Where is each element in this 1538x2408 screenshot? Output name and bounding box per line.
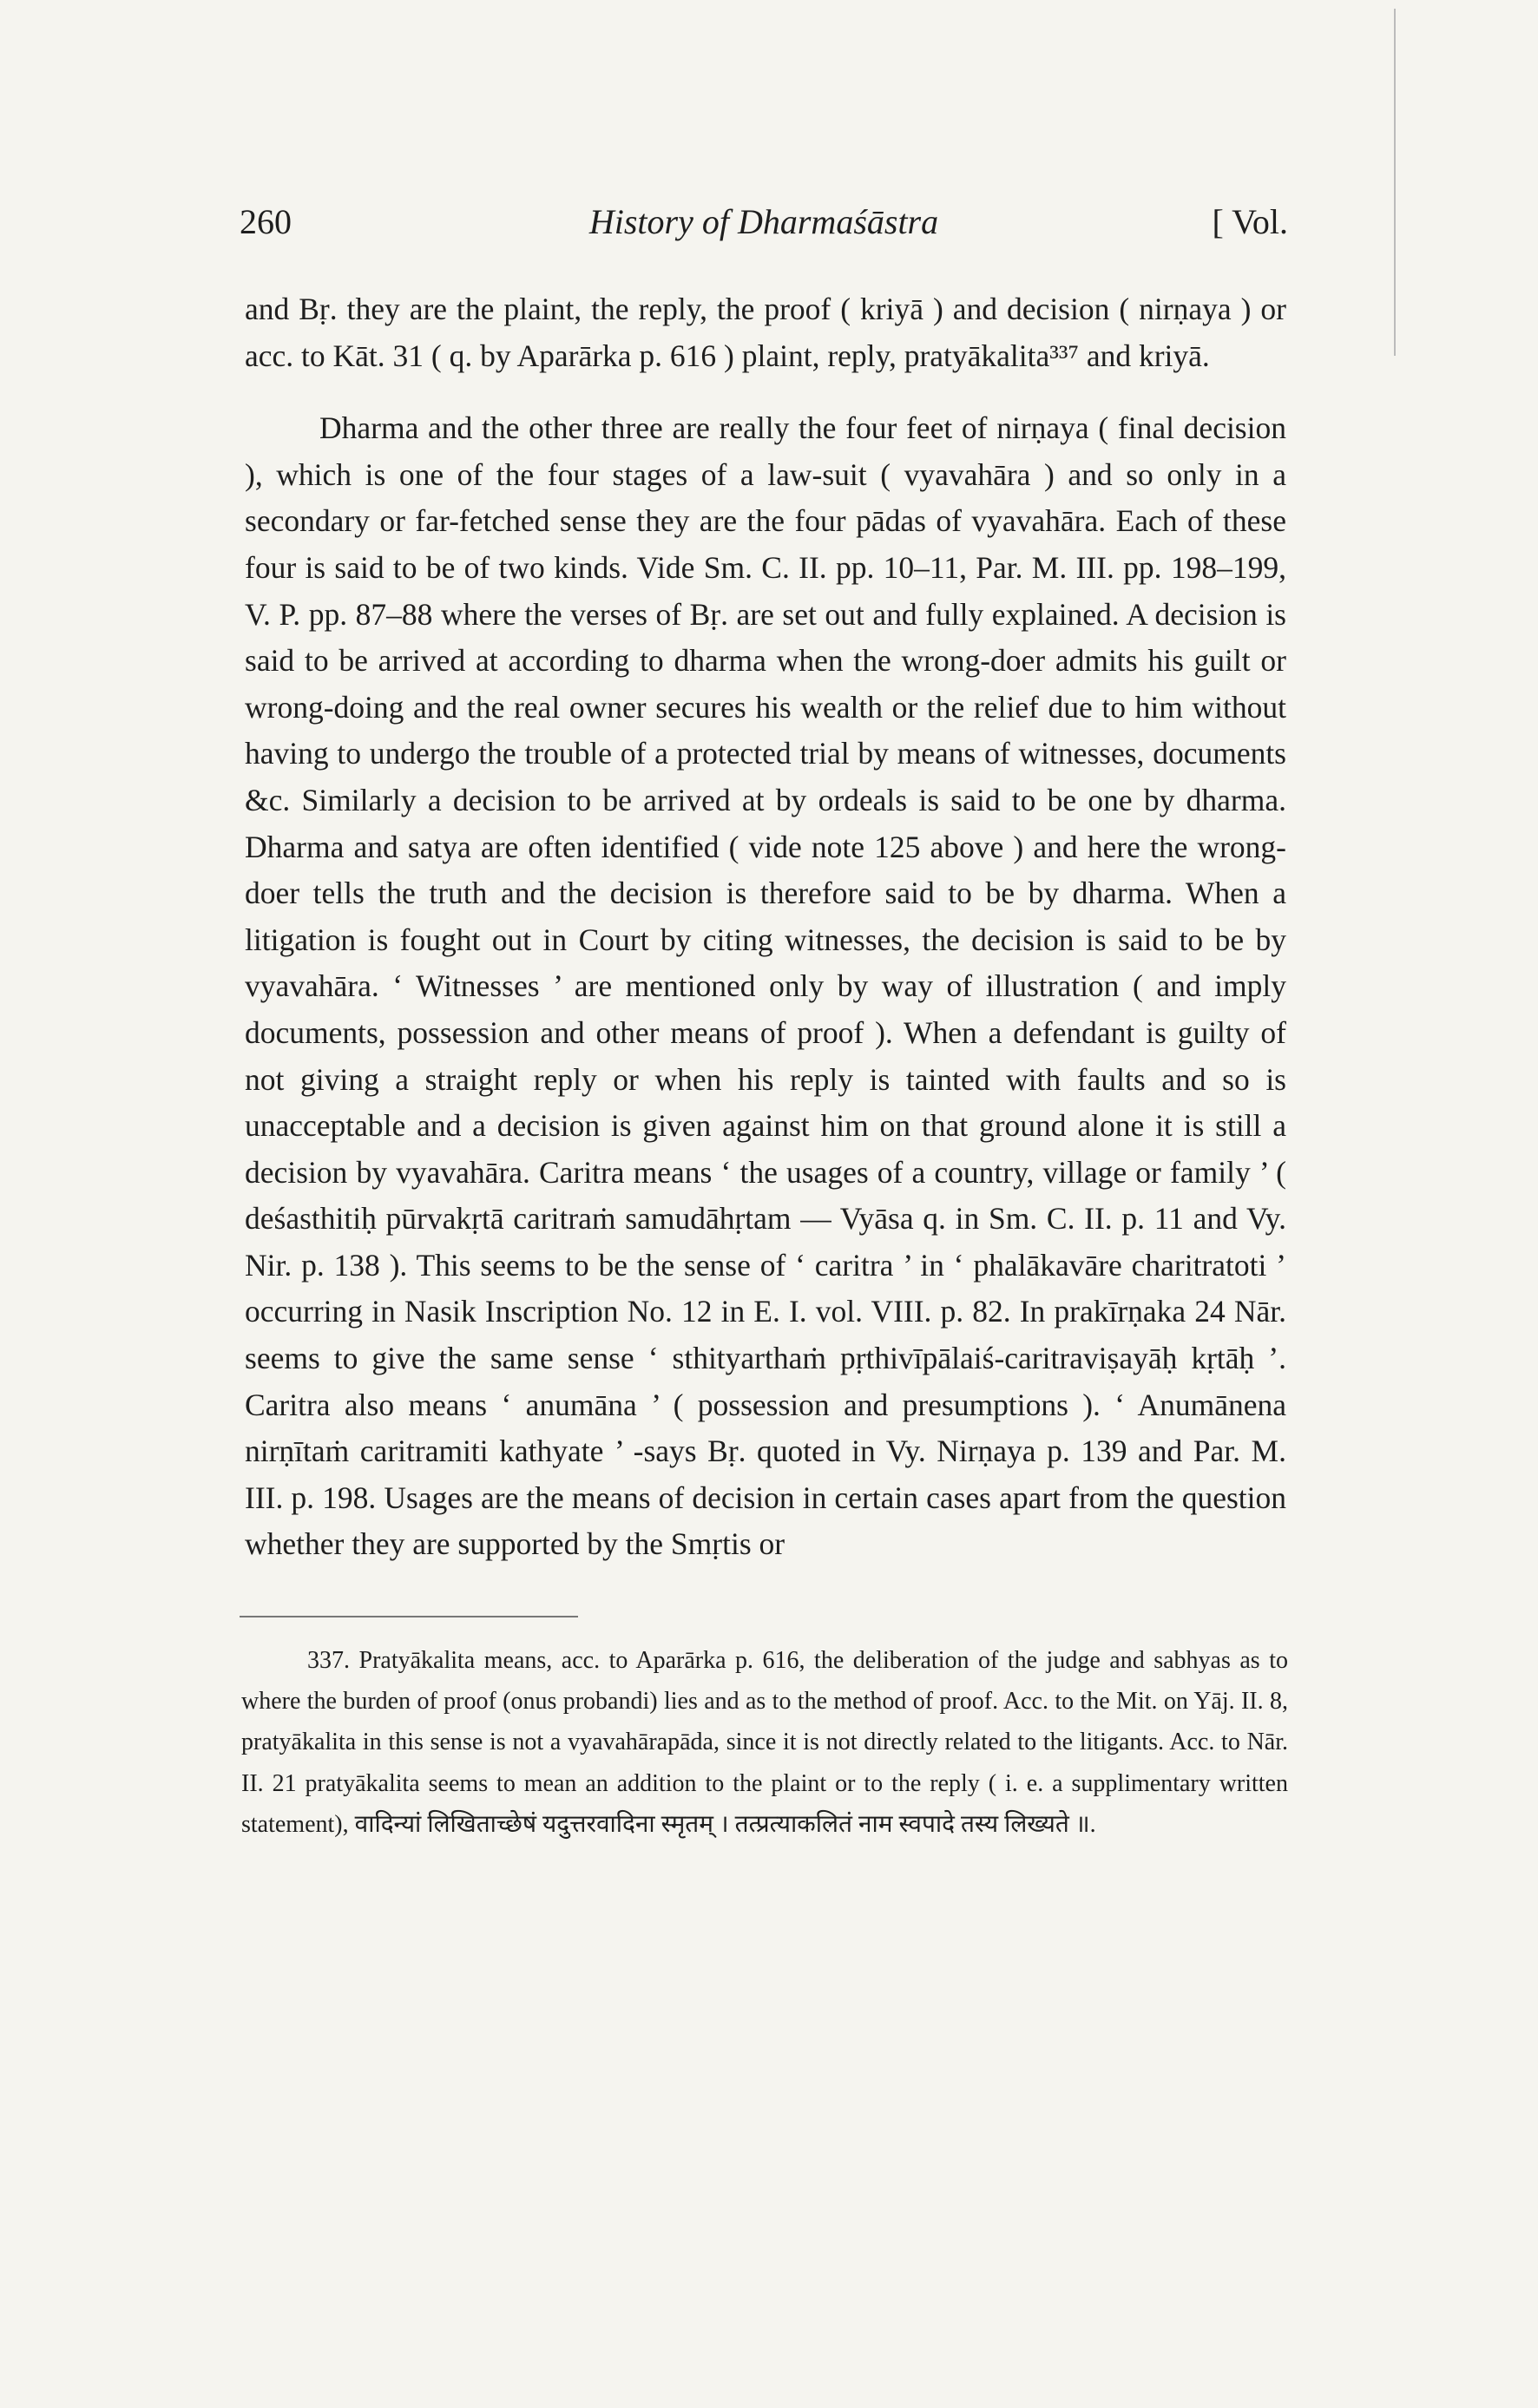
footnote-337: 337. Pratyākalita means, acc. to Aparārka p. 616, the deliberation of the judge and sabhyas as to where the burden of proof (onus probandi) lies and as to the method of proof. Acc. to the Mit. on Yāj. II. 8, pratyākalita in this sense is not a vyavahārapāda, since it is not directly related to the litigants. Acc. to Nār. II. 21 pratyākalita seems to mean an addition to the plaint or to the reply ( i. e. a supplimentary written statement), वादिन्यां लिखिताच्छेषं यदुत्तरवादिना स्मृतम् । तत्प्रत्याकलितं नाम स्वपादे तस्य लिख्यते ॥.	[241, 1647, 1288, 1838]
volume-label: [ Vol.	[1212, 202, 1288, 241]
running-title: History of Dharmaśāstra	[588, 202, 939, 241]
paragraph-1: and Bṛ. they are the plaint, the reply, the proof ( kriyā ) and decision ( nirṇaya ) or acc. to Kāt. 31 ( q. by Aparārka p. 616 ) plaint, reply, pratyākalita³³⁷ and kriyā.	[245, 292, 1286, 373]
footnotes	[241, 1640, 1288, 1845]
page-number: 260	[240, 202, 292, 241]
paragraph-2: Dharma and the other three are really the four feet of nirṇaya ( final decision ), which is one of the four stages of a law-suit ( vyavahāra ) and so only in a secondary or far-fetched sense they are the four pādas of vyavahāra. Each of these four is said to be of two kinds. Vide Sm. C. II. pp. 10–11, Par. M. III. pp. 198–199, V. P. pp. 87–88 where the verses of Bṛ. are set out and fully explained. A decision is said to be arrived at according to dharma when the wrong-doer admits his guilt or wrong-doing and the real owner secures his wealth or the relief due to him without having to undergo the trouble of a protected trial by means of witnesses, documents &c. Similarly a decision to be arrived at by ordeals is said to be one by dharma. Dharma and satya are often identified ( vide note 125 above ) and here the wrong-doer tells the truth and the decision is therefore said to be by dharma. When a litigation is fought out in Court by citing witnesses, the decision is said to be by vyavahāra. ‘ Witnesses ’ are mentioned only by way of illustration ( and imply documents, possession and other means of proof ). When a defendant is guilty of not giving a straight reply or when his reply is tainted with faults and so is unacceptable and a decision is given against him on that ground alone it is still a decision by vyavahāra. Caritra means ‘ the usages of a country, village or family ’ ( deśasthitiḥ pūrvakṛtā caritraṁ samudāhṛtam — Vyāsa q. in Sm. C. II. p. 11 and Vy. Nir. p. 138 ). This seems to be the sense of ‘ caritra ’ in ‘ phalākavāre charitratoti ’ occurring in Nasik Inscription No. 12 in E. I. vol. VIII. p. 82. In prakīrṇaka 24 Nār. seems to give the same sense ‘ sthityarthaṁ pṛthivīpālaiś-caritraviṣayāḥ kṛtāḥ ’. Caritra also means ‘ anumāna ’ ( possession and presumptions ). ‘ Anumānena nirṇītaṁ caritramiti kathyate ’ -says Bṛ. quoted in Vy. Nirṇaya p. 139 and Par. M. III. p. 198. Usages are the means of decision in certain cases apart from the question whether they are supported by the Smṛtis or	[245, 410, 1286, 1562]
scan-edge-line	[1394, 9, 1396, 356]
footnote-divider	[240, 1616, 578, 1617]
running-header	[240, 201, 1288, 253]
main-text	[245, 286, 1286, 1568]
